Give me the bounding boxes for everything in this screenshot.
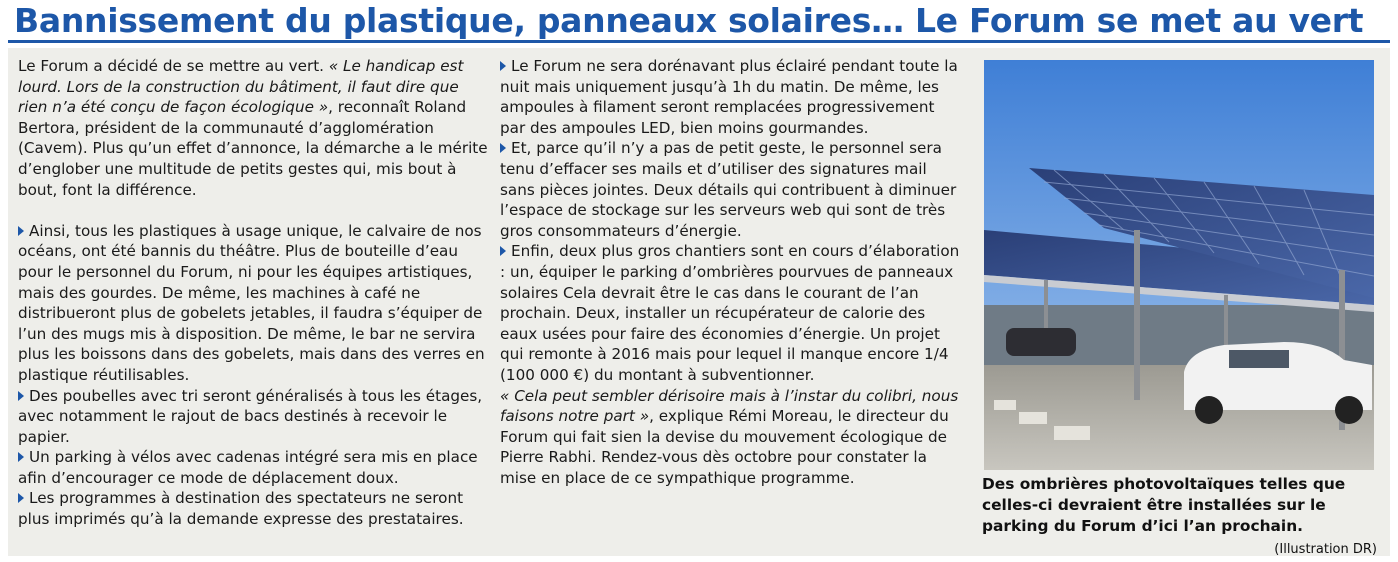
bullet-arrow-icon	[18, 493, 24, 503]
bullet-paragraph	[500, 138, 962, 241]
bullet-arrow-icon	[500, 246, 506, 256]
solar-carport-photo	[984, 60, 1374, 470]
bullet-arrow-icon	[500, 143, 506, 153]
closing-text: , explique Rémi Moreau, le directeur du Forum qui fait sien la devise du mouvement écologique de Pierre Rabhi. Rendez-vous dès octobre pour constater la mise en place de ce sympathique programme.	[500, 407, 949, 487]
bullet-paragraph	[500, 56, 962, 138]
photo-caption	[982, 474, 1377, 560]
bullet-text: Enfin, deux plus gros chantiers sont en cours d’élaboration : un, équiper le parking d’ombrières pourvues de panneaux solaires Cela devrait être le cas dans le courant de l’an prochain. Deux, installer un récupérateur de calorie des eaux usées pour faire des économies d’énergie. Un projet qui remonte à 2016 mais pour lequel il manque encore 1/4 (100 000 €) du montant à subventionner.	[500, 242, 960, 384]
bullet-text: Ainsi, tous les plastiques à usage unique, le calvaire de nos océans, ont été bannis du théâtre. Plus de bouteille d’eau pour le personnel du Forum, ni pour les équipes artistiques, mais des gourdes. De même, les machines à café ne distribueront plus de gobelets jetables, il faudra s’équiper de l’un des mugs mis à disposition. De même, le bar ne servira plus les boissons dans des gobelets, mais dans des verres en plastique réutilisables.	[18, 221, 485, 384]
bullet-arrow-icon	[18, 391, 24, 401]
bullet-paragraph	[18, 221, 488, 386]
bullet-paragraph	[18, 447, 488, 488]
intro-text-b: , reconnaît Roland Bertora, président de la communauté d’agglomération (Cavem). Plus qu’un effet d’annonce, la démarche a le mérite d’englober une multitude de petits gestes qui, mis bout à bout, font la différence.	[18, 98, 488, 199]
closing-quote: « Cela peut sembler dérisoire mais à l’instar du colibri, nous faisons notre part »	[500, 386, 959, 426]
bullet-arrow-icon	[18, 226, 24, 236]
bullet-arrow-icon	[500, 61, 506, 71]
bullet-paragraph	[18, 386, 488, 448]
bullet-paragraph	[500, 241, 962, 385]
article-column-2	[500, 56, 962, 488]
photo-credit: (Illustration DR)	[1274, 542, 1377, 557]
intro-paragraph	[18, 56, 488, 200]
headline: Bannissement du plastique, panneaux solaires… Le Forum se met au vert	[14, 1, 1364, 40]
bullet-text: Des poubelles avec tri seront généralisés à tous les étages, avec notamment le rajout de bacs destinés à recevoir le papier.	[18, 386, 483, 446]
bullet-text: Les programmes à destination des spectateurs ne seront plus imprimés qu’à la demande expresse des prestataires.	[18, 489, 464, 529]
bullet-text: Le Forum ne sera dorénavant plus éclairé pendant toute la nuit mais uniquement jusqu’à 1h du matin. De même, les ampoules à filament seront remplacées progressivement par des ampoules LED, bien moins gourmandes.	[500, 57, 958, 137]
headline-rule	[8, 40, 1390, 43]
bullet-arrow-icon	[18, 452, 24, 462]
bullet-text: Un parking à vélos avec cadenas intégré sera mis en place afin d’encourager ce mode de déplacement doux.	[18, 448, 478, 487]
article-column-1	[18, 56, 488, 530]
caption-text: Des ombrières photovoltaïques telles que celles-ci devraient être installées sur le parking du Forum d’ici l’an prochain.	[982, 475, 1346, 535]
bullet-paragraph	[18, 488, 488, 529]
closing-paragraph	[500, 386, 962, 489]
bullet-text: Et, parce qu’il n’y a pas de petit geste, le personnel sera tenu d’effacer ses mails et d’utiliser des signatures mail sans pièces jointes. Deux détails qui contribuent à diminuer l’espace de stockage sur les serveurs web qui sont de très gros consommateurs d’énergie.	[500, 139, 957, 240]
intro-quote: « Le handicap est lourd. Lors de la construction du bâtiment, il faut dire que rien n’a été conçu de façon écologique »	[18, 57, 464, 117]
intro-text-a: Le Forum a décidé de se mettre au vert.	[18, 57, 329, 75]
